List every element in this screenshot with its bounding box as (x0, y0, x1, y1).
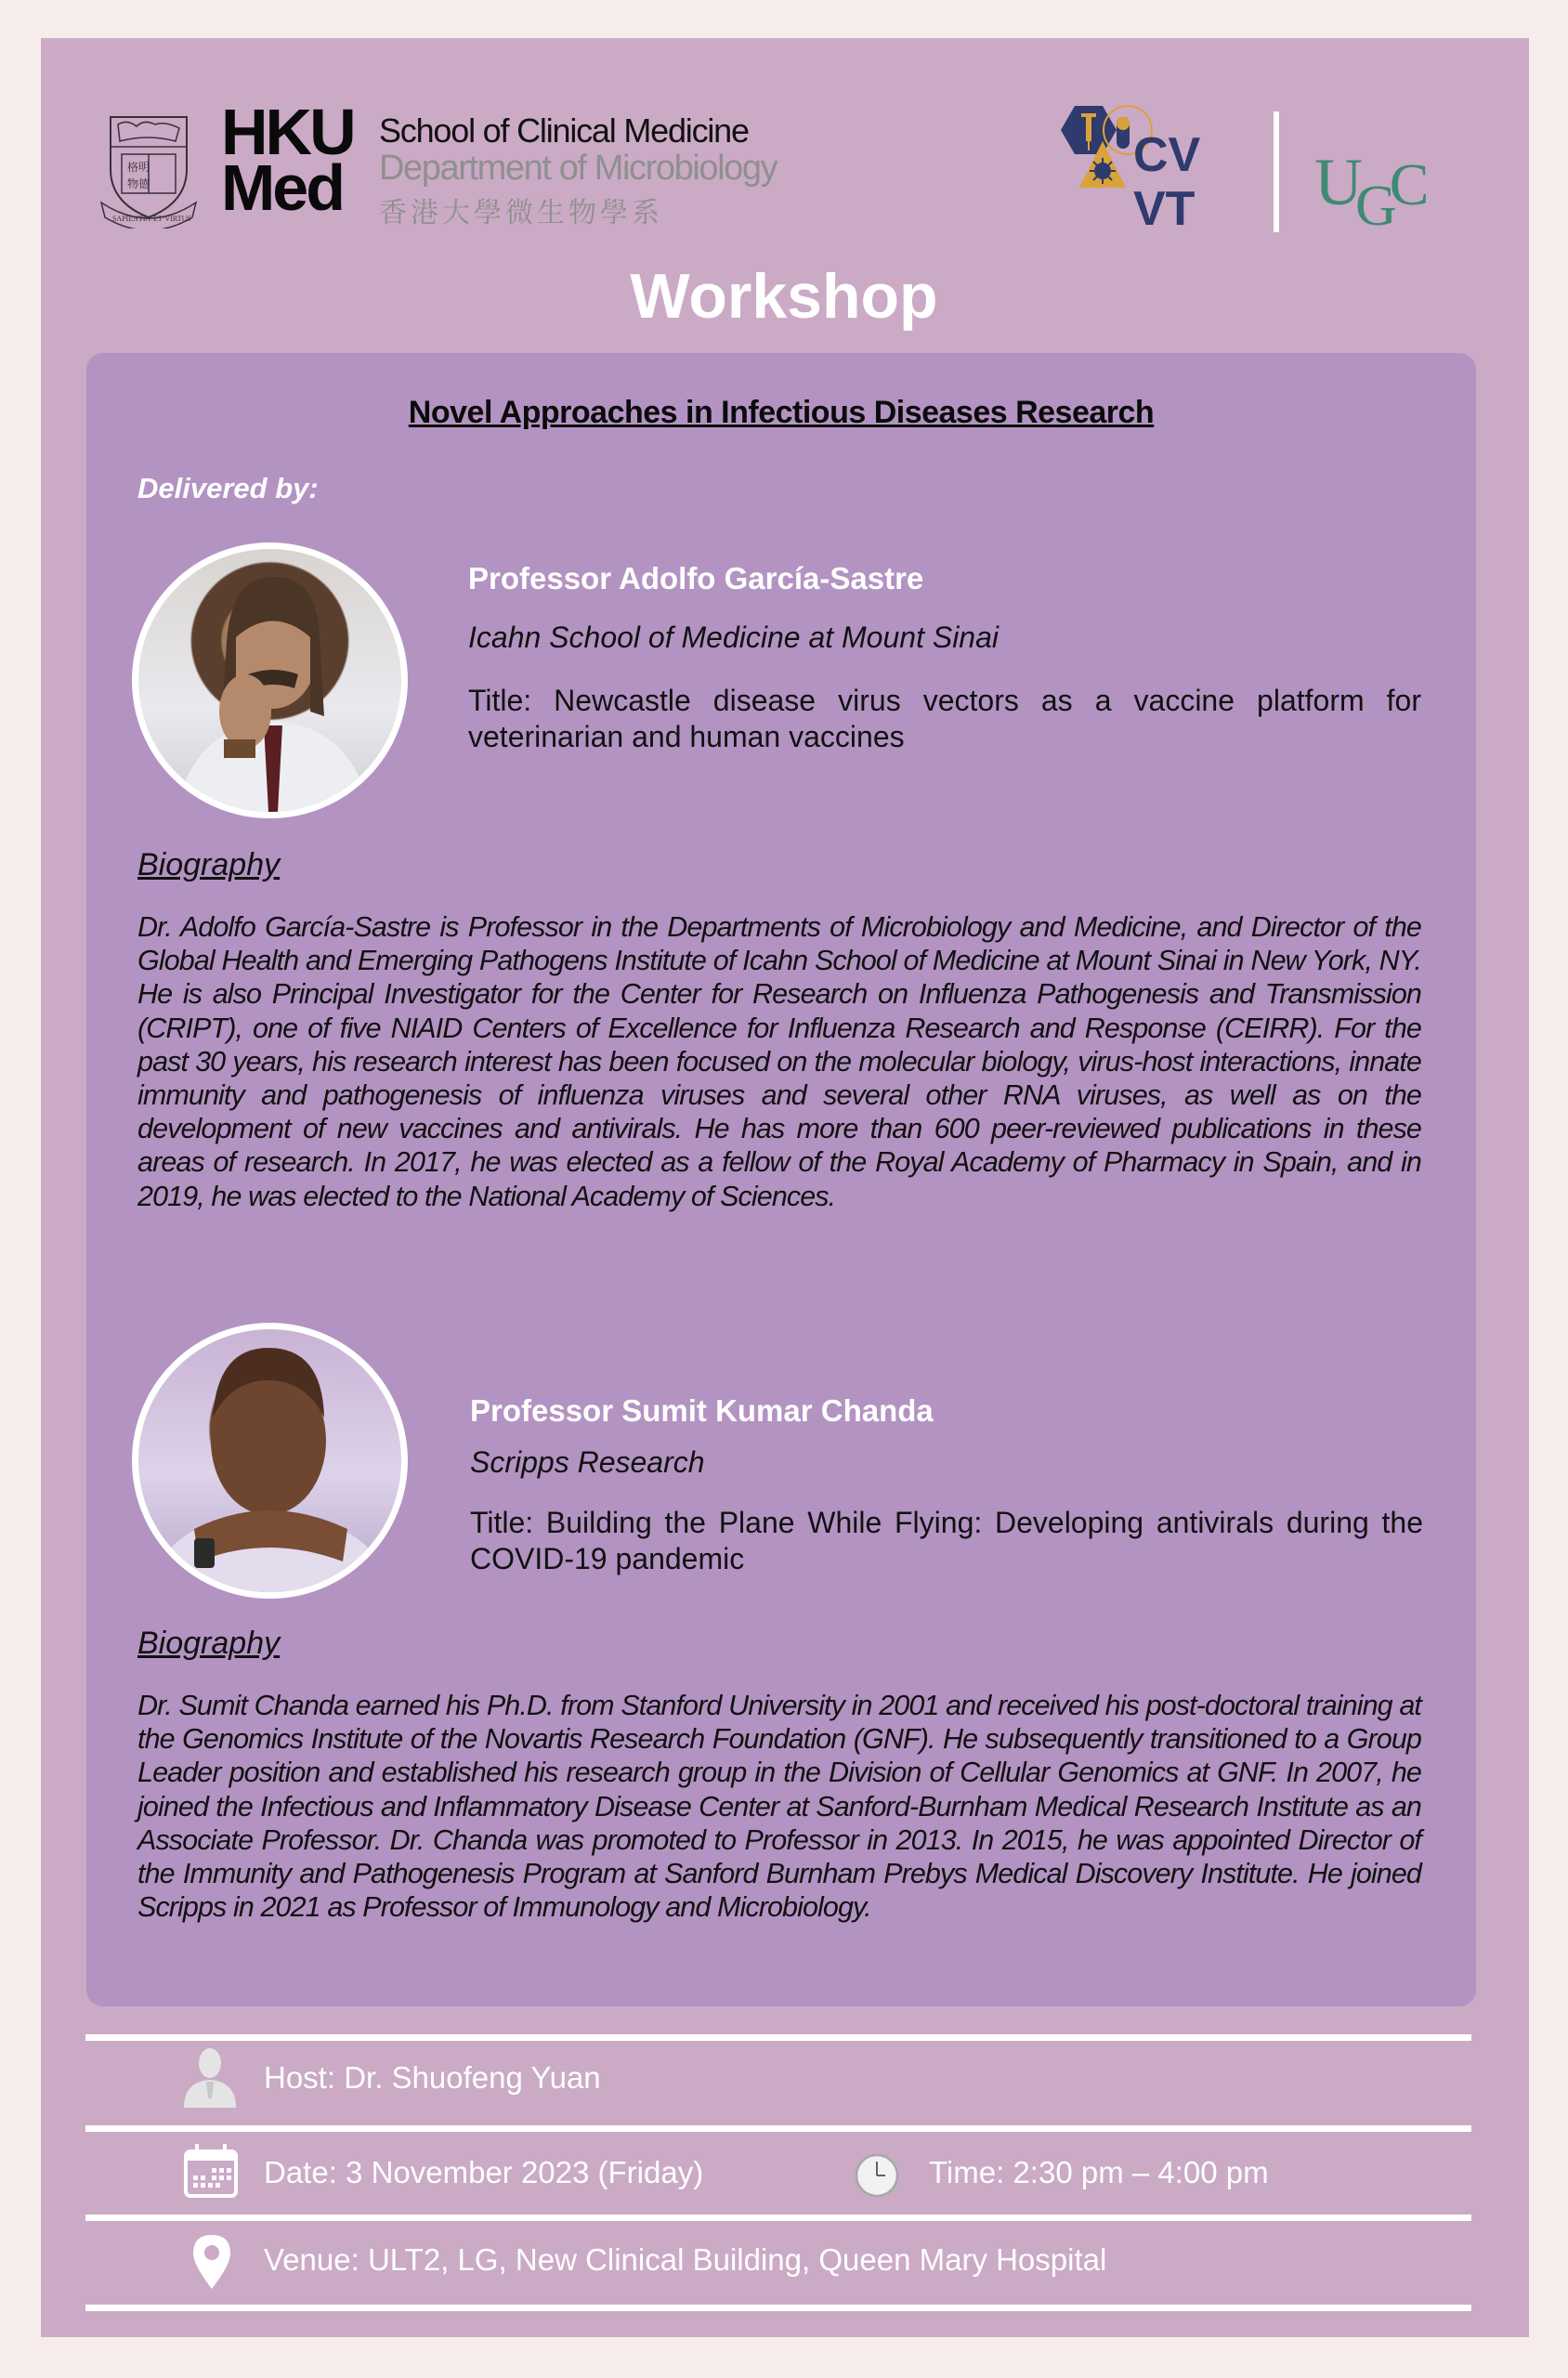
calendar-icon (184, 2144, 238, 2198)
speaker-1-name: Professor Adolfo García-Sastre (468, 561, 924, 595)
speaker-2-talk-title: Title: Building the Plane While Flying: Developing antivirals during the COVID-19 pandemic (470, 1506, 1423, 1575)
school-name: School of Clinical Medicine (379, 111, 749, 150)
divider-rule (85, 2305, 1471, 2311)
divider-rule (85, 2215, 1471, 2221)
svg-text:VT: VT (1133, 182, 1196, 229)
ugc-letter-g: G (1355, 175, 1390, 238)
svg-text:SAPIENTIA·ET·VIRTUS: SAPIENTIA·ET·VIRTUS (112, 215, 191, 223)
divider-rule (85, 2034, 1471, 2041)
svg-text:CV: CV (1133, 128, 1201, 182)
speaker-2-biography-heading: Biography (137, 1626, 281, 1661)
workshop-subtitle: Novel Approaches in Infectious Diseases Research (408, 395, 1155, 430)
date-info: Date: 3 November 2023 (Friday) (264, 2155, 704, 2189)
department-name-chinese: 香港大學微生物學系 (379, 198, 663, 229)
logo-line-med: Med (221, 151, 343, 224)
speaker-1-photo (132, 542, 408, 818)
hku-crest-logo (99, 113, 198, 229)
delivered-by-label: Delivered by: (137, 472, 319, 504)
speaker-1-talk-title: Title: Newcastle disease virus vectors as a vaccine platform for veterinarian and human vaccines (468, 684, 1421, 753)
divider-rule (85, 2125, 1471, 2132)
ugc-logo (1314, 144, 1422, 238)
speaker-1-affiliation: Icahn School of Medicine at Mount Sinai (468, 621, 999, 654)
speaker-2-biography: Dr. Sumit Chanda earned his Ph.D. from Stanford University in 2001 and received his post-doctoral training at the Genomics Institute of the Novartis Research Foundation (GNF). He subsequently transitioned to a Group Leader position and established his research group in the Division of Cellular Genomics at GNF. In 2007, he joined the Infectious and Inflammatory Disease Center at Sanford-Burnham Medical Research Institute as an Associate Professor. Dr. Chanda was promoted to Professor in 2013. In 2015, he was appointed Director of the Immunity and Pathogenesis Program at Sanford Burnham Prebys Medical Discovery Institute. He joined Scripps in 2021 as Professor of Immunology and Microbiology. (137, 1690, 1421, 1924)
venue-info: Venue: ULT2, LG, New Clinical Building, Queen Mary Hospital (264, 2242, 1107, 2277)
speaker-1-biography: Dr. Adolfo García-Sastre is Professor in the Departments of Microbiology and Medicine, and Director of the Global Health and Emerging Pathogens Institute of Icahn School of Medicine at Mount Sinai in New York, NY. He is also Principal Investigator for the Center for Research on Influenza Pathogenesis and Transmission (CRIPT), one of five NIAID Centers of Excellence for Influenza Research and Response (CEIRR). For the past 30 years, his research interest has been focused on the molecular biology, virus-host interactions, innate immunity and pathogenesis of influenza viruses and several other RNA viruses, as well as on the development of new vaccines and antivirals. He has more than 600 peer-reviewed publications in these areas of research. In 2017, he was elected as a fellow of the Royal Academy of Pharmacy in Spain, and in 2019, he was elected to the National Academy of Sciences. (137, 911, 1421, 1212)
logo-line-hku: HKU (221, 96, 354, 168)
ugc-letter-u: U (1314, 145, 1355, 219)
ugc-letter-c: C (1389, 151, 1422, 217)
person-icon (182, 2046, 238, 2108)
speaker-2-name: Professor Sumit Kumar Chanda (470, 1393, 934, 1428)
clock-icon (855, 2153, 899, 2198)
hku-med-logo (221, 96, 354, 224)
location-pin-icon (193, 2235, 230, 2291)
speaker-2-photo (132, 1323, 408, 1599)
logo-divider (1274, 111, 1279, 232)
speaker-2-affiliation: Scripps Research (470, 1445, 705, 1479)
department-name: Department of Microbiology (379, 149, 777, 188)
svg-text:物德: 物德 (127, 177, 150, 190)
event-type-heading: Workshop (630, 261, 938, 332)
time-info: Time: 2:30 pm – 4:00 pm (929, 2155, 1269, 2189)
cvvt-logo (1061, 104, 1237, 229)
speaker-1-biography-heading: Biography (137, 847, 281, 882)
svg-text:格明: 格明 (127, 161, 150, 174)
host-info: Host: Dr. Shuofeng Yuan (264, 2060, 601, 2095)
